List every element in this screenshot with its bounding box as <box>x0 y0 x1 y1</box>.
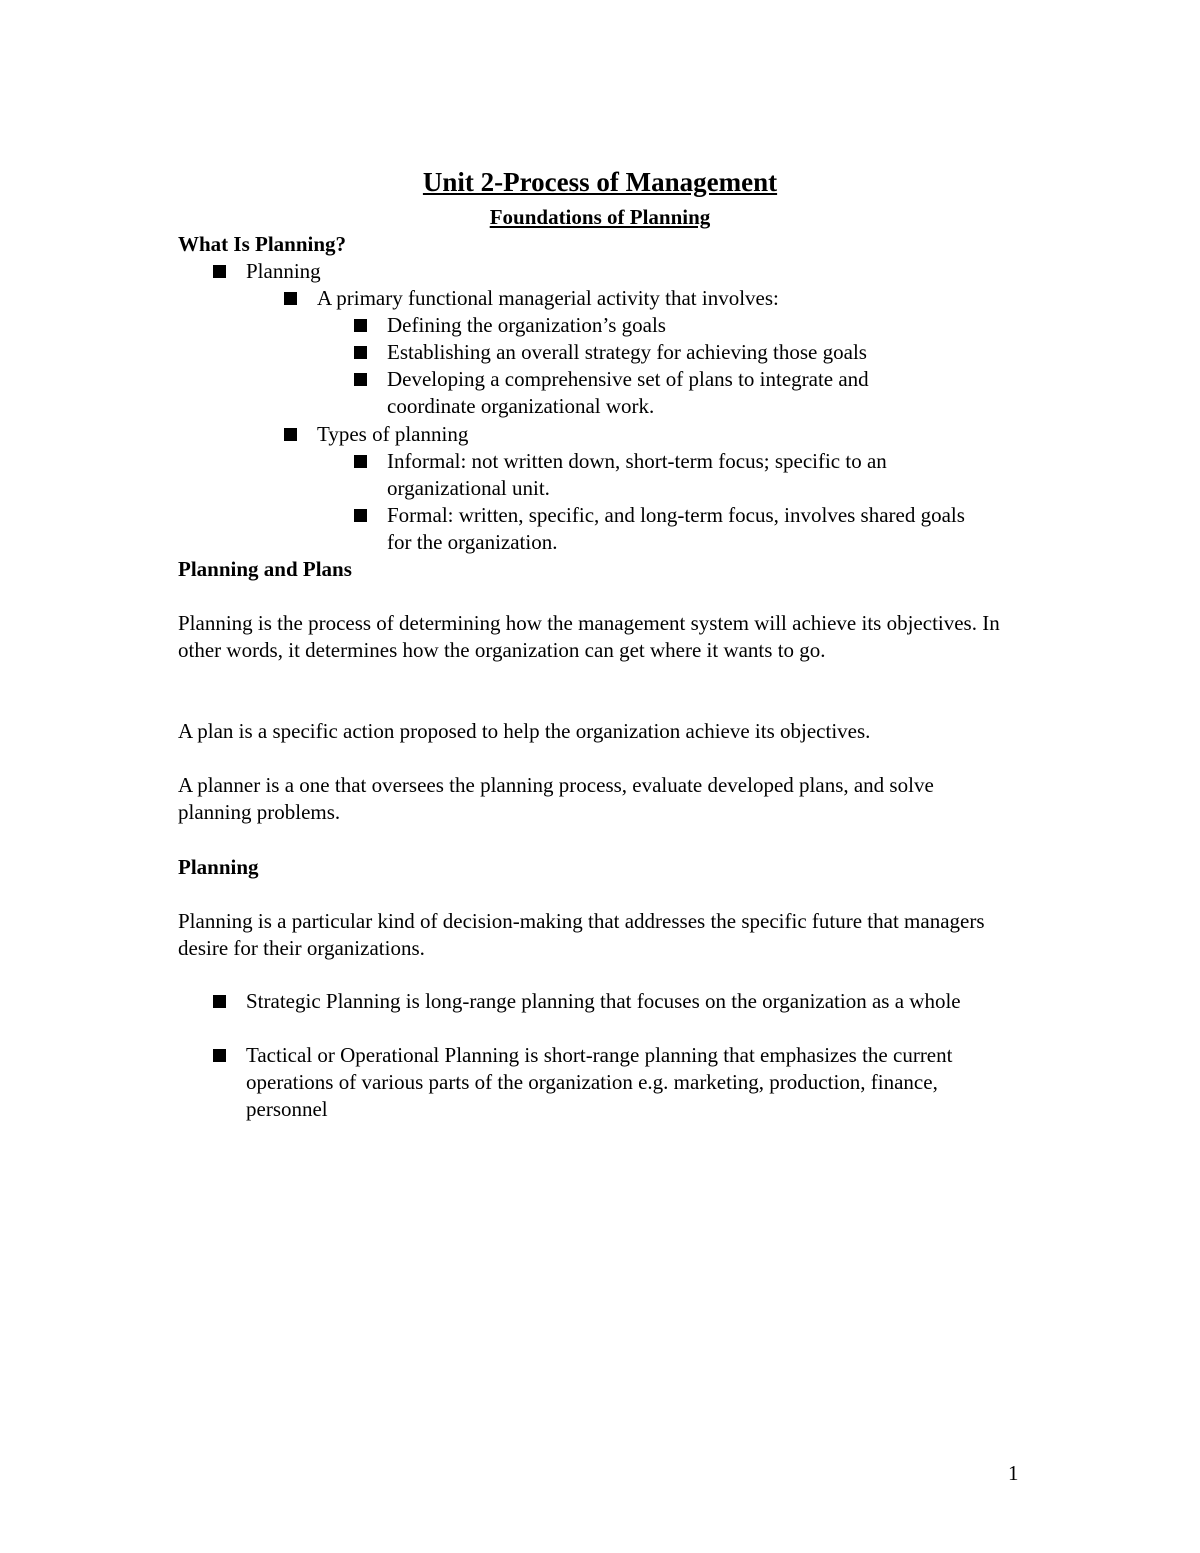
list-item-text: Planning <box>246 259 321 283</box>
square-bullet-icon <box>213 265 226 278</box>
square-bullet-icon <box>354 346 367 359</box>
section-plans-heading-block <box>178 556 1038 583</box>
list-item-text: Defining the organization’s goals <box>387 313 666 337</box>
list-item-planning <box>213 258 1013 285</box>
square-bullet-icon <box>354 455 367 468</box>
list-item-informal-planning <box>354 448 974 502</box>
section-heading-planning: Planning <box>178 855 259 879</box>
paragraph-planner-definition: A planner is a one that oversees the planning process, evaluate developed plans, and solve planning problems. <box>178 773 934 824</box>
list-item-text: Formal: written, specific, and long-term focus, involves shared goals for the organization. <box>387 503 965 554</box>
list-item-formal-planning <box>354 502 994 556</box>
paragraph-plan-definition-block <box>178 718 1038 745</box>
square-bullet-icon <box>354 373 367 386</box>
square-bullet-icon <box>284 428 297 441</box>
list-item-text: Developing a comprehensive set of plans to integrate and coordinate organizational work. <box>387 367 869 418</box>
section-what-heading-block <box>178 231 1038 258</box>
document-subtitle: Foundations of Planning <box>489 205 711 229</box>
paragraph-decision-making-block <box>178 908 1008 962</box>
section-heading-what-is-planning: What Is Planning? <box>178 232 347 256</box>
list-item-strategic-planning <box>213 988 1003 1015</box>
list-item-text: Informal: not written down, short-term focus; specific to an organizational unit. <box>387 449 887 500</box>
list-item-text: Establishing an overall strategy for achieving those goals <box>387 340 867 364</box>
paragraph-decision-making: Planning is a particular kind of decision-making that addresses the specific future that managers desire for their organizations. <box>178 909 985 960</box>
list-item-text: Strategic Planning is long-range planning that focuses on the organization as a whole <box>246 989 961 1013</box>
paragraph-planning-definition-block <box>178 610 1038 664</box>
list-item-tactical-planning <box>213 1042 1023 1123</box>
square-bullet-icon <box>284 292 297 305</box>
list-item-types-of-planning <box>284 421 1084 448</box>
section-heading-planning-and-plans: Planning and Plans <box>178 557 352 581</box>
paragraph-planning-definition: Planning is the process of determining how the management system will achieve its objectives. In other words, it determines how the organization can get where it wants to go. <box>178 611 1000 662</box>
list-item-text: A primary functional managerial activity that involves: <box>317 286 779 310</box>
page-number: 1 <box>1008 1461 1019 1485</box>
square-bullet-icon <box>213 1049 226 1062</box>
paragraph-plan-definition: A plan is a specific action proposed to help the organization achieve its objectives. <box>178 719 871 743</box>
section-planning-heading-block <box>178 854 1038 881</box>
list-item-developing-plans <box>354 366 954 420</box>
square-bullet-icon <box>354 509 367 522</box>
square-bullet-icon <box>213 995 226 1008</box>
list-item-establishing-strategy <box>354 339 994 366</box>
list-item-defining-goals <box>354 312 994 339</box>
paragraph-planner-definition-block <box>178 772 998 826</box>
list-item-text: Tactical or Operational Planning is short-range planning that emphasizes the current operations of various parts of the organization e.g. marketing, production, finance, personnel <box>246 1043 953 1121</box>
list-item-primary-activity <box>284 285 1084 312</box>
list-item-text: Types of planning <box>317 422 469 446</box>
square-bullet-icon <box>354 319 367 332</box>
document-title: Unit 2-Process of Management <box>422 167 778 197</box>
